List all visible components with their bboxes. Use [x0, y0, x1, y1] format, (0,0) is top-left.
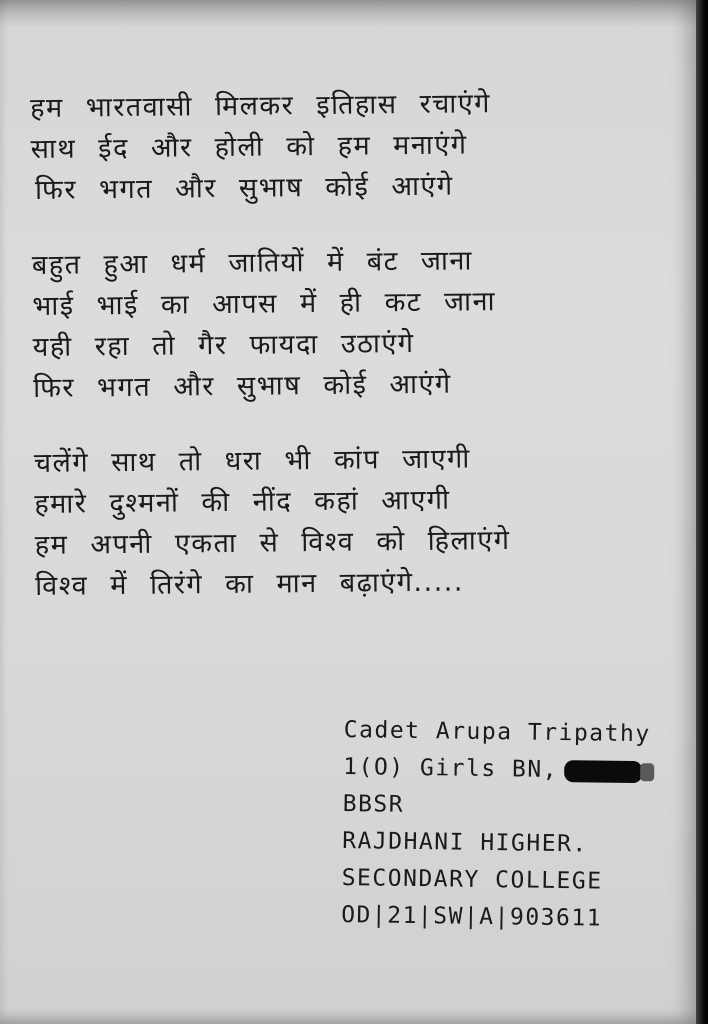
- redaction-mark: [564, 760, 642, 783]
- poem-line: फिर भगत और सुभाष कोई आएंगे: [34, 170, 454, 206]
- city-line: BBSR: [342, 790, 405, 818]
- poem: [30, 82, 656, 641]
- poem-line: हम भारतवासी मिलकर इतिहास रचाएंगे: [30, 88, 492, 124]
- poem-line: हम अपनी एकता से विश्व को हिलाएंगे: [34, 524, 511, 561]
- signature-block: [341, 712, 684, 939]
- stanza-3: [34, 436, 656, 606]
- cadet-name: Cadet Arupa Tripathy: [343, 716, 651, 748]
- redaction-mark-tail: [640, 763, 654, 781]
- unit-text: 1(O) Girls BN,: [343, 753, 559, 783]
- poem-line: बहुत हुआ धर्म जातियों में बंट जाना: [31, 245, 474, 281]
- poem-line: फिर भगत और सुभाष कोई आएंगे: [32, 368, 452, 404]
- poem-line: विश्व में तिरंगे का मान बढ़ाएंगे.....: [35, 566, 465, 602]
- unit-line: [343, 749, 683, 791]
- poem-line: भाई भाई का आपस में ही कट जाना: [32, 286, 497, 322]
- poem-line: साथ ईद और होली को हम मनाएंगे: [30, 129, 468, 165]
- poem-line: हमारे दुश्मनों की नींद कहां आएगी: [34, 484, 451, 520]
- stanza-2: [32, 238, 654, 408]
- regimental-number: OD|21|SW|A|903611: [340, 901, 603, 932]
- college-line-1: RAJDHANI HIGHER.: [342, 827, 588, 858]
- page-top-shadow: [0, 0, 700, 28]
- poem-line: यही रहा तो गैर फायदा उठाएंगे: [32, 327, 415, 363]
- page-right-edge: [696, 0, 708, 1024]
- poem-line: चलेंगे साथ तो धरा भी कांप जाएगी: [33, 443, 471, 479]
- stanza-1: [30, 82, 651, 211]
- college-line-2: SECONDARY COLLEGE: [341, 864, 603, 895]
